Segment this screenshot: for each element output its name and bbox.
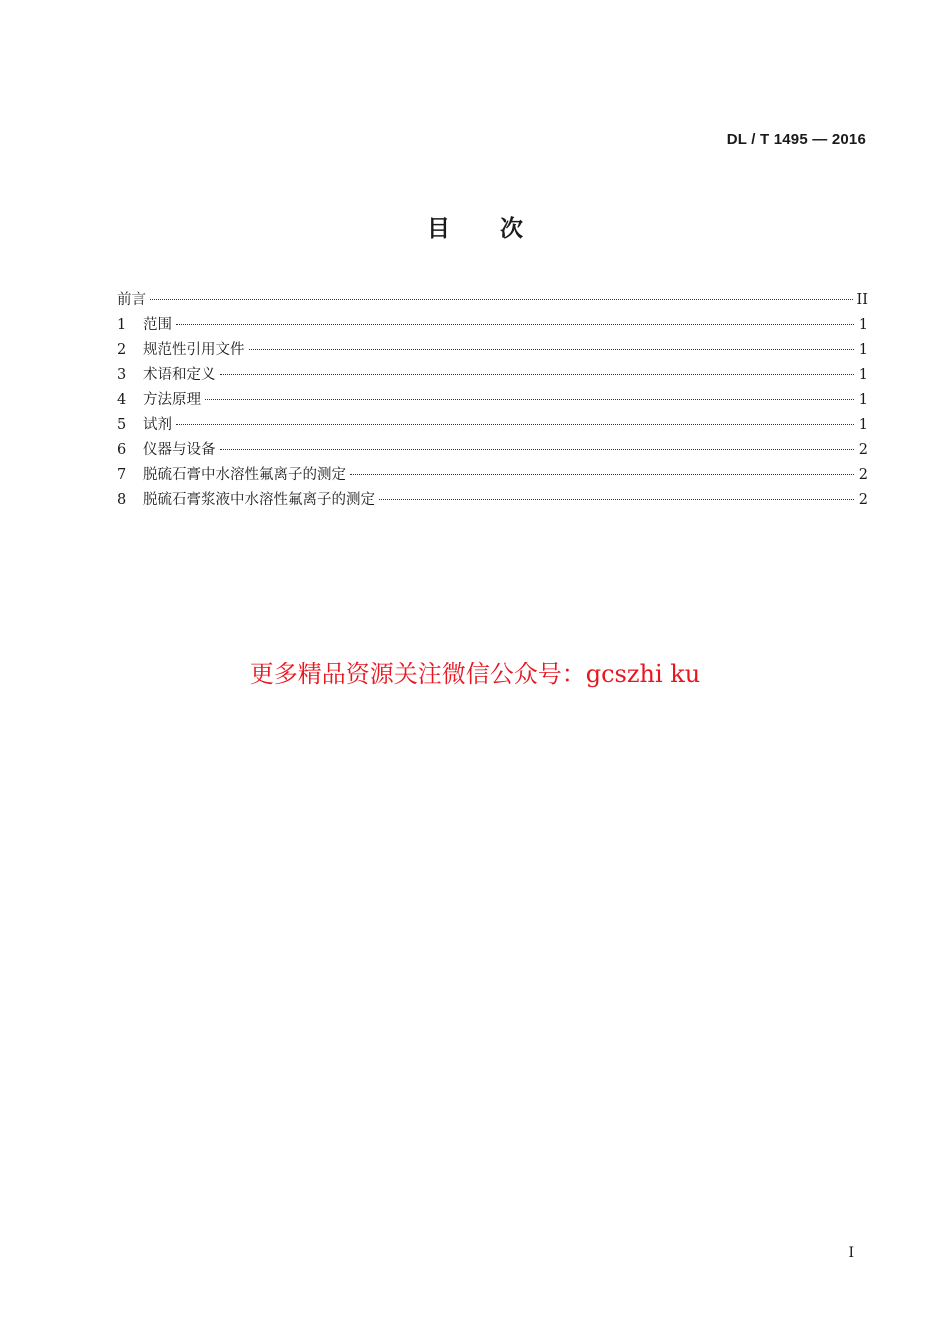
toc-leader-dots [379,499,854,500]
toc-entry-number: 4 [117,392,127,408]
toc-entry-label: 范围 [143,317,172,333]
watermark-text: 更多精品资源关注微信公众号：gcszhi ku [249,660,701,688]
toc-leader-dots [205,399,854,400]
toc-entry-label: 脱硫石膏浆液中水溶性氟离子的测定 [143,492,375,508]
toc-entry[interactable] [117,438,868,463]
toc-leader-dots [176,424,854,425]
toc-entry-number: 6 [117,442,127,458]
toc-entry-page: 1 [858,367,868,383]
toc-entry-label: 方法原理 [143,392,201,408]
toc-entry-number: 5 [117,417,127,433]
toc-entry-label: 仪器与设备 [143,442,216,458]
toc-entry-label: 规范性引用文件 [143,342,245,358]
toc-leader-dots [249,349,855,350]
table-of-contents [117,288,868,513]
toc-entry[interactable] [117,488,868,513]
standard-code: DL / T 1495 — 2016 [726,131,866,148]
page-title: 目次 [427,216,573,242]
toc-entry-page: 2 [858,442,868,458]
toc-entry-number: 3 [117,367,127,383]
toc-leader-dots [150,299,853,300]
toc-leader-dots [220,374,855,375]
toc-entry-number: 8 [117,492,127,508]
toc-entry-number: 2 [117,342,127,358]
toc-entry[interactable] [117,313,868,338]
toc-entry-page: 1 [858,317,868,333]
toc-entry-page: 2 [858,467,868,483]
toc-entry[interactable] [117,338,868,363]
toc-entry-page: 1 [858,342,868,358]
toc-entry[interactable] [117,388,868,413]
toc-entry-label: 前言 [117,292,146,308]
toc-entry-number: 1 [117,317,127,333]
toc-entry-page: 2 [858,492,868,508]
toc-entry[interactable] [117,463,868,488]
toc-entry-page: II [856,292,868,308]
toc-entry-label: 试剂 [143,417,172,433]
toc-entry-label: 脱硫石膏中水溶性氟离子的测定 [143,467,346,483]
page-number: I [848,1245,854,1261]
toc-entry-number: 7 [117,467,127,483]
toc-entry[interactable] [117,413,868,438]
toc-leader-dots [176,324,854,325]
toc-leader-dots [220,449,855,450]
toc-entry[interactable] [117,363,868,388]
toc-entry-page: 1 [858,392,868,408]
toc-entry-label: 术语和定义 [143,367,216,383]
toc-entry-page: 1 [858,417,868,433]
toc-leader-dots [350,474,854,475]
toc-entry-foreword[interactable] [117,288,868,313]
